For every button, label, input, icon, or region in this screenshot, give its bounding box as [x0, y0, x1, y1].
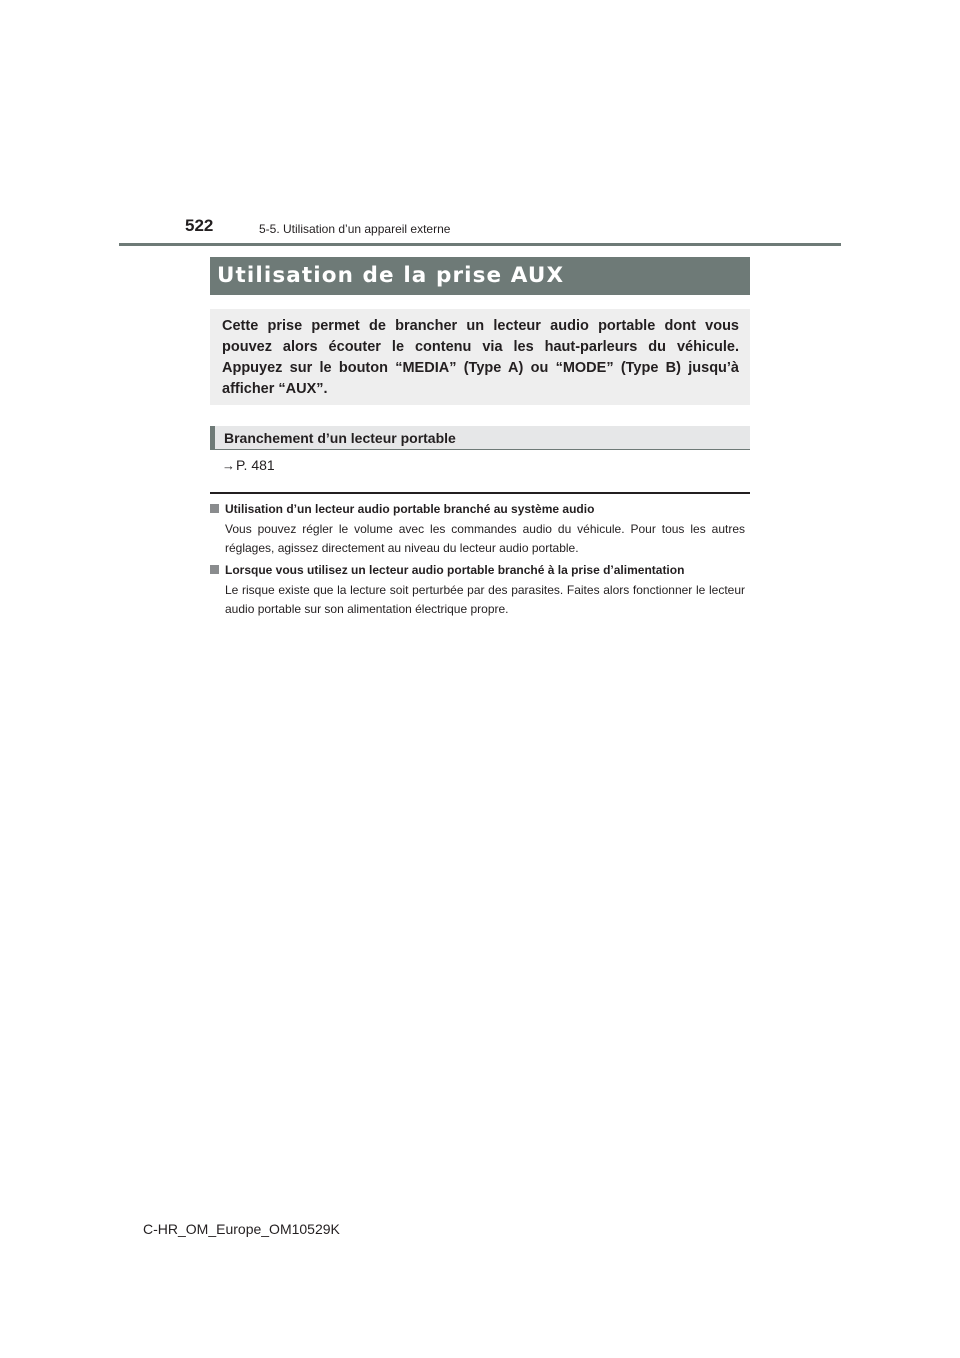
subsection-title: Branchement d’un lecteur portable: [224, 430, 456, 446]
footer-doc-code: C-HR_OM_Europe_OM10529K: [143, 1221, 340, 1237]
section-path: 5-5. Utilisation d’un appareil externe: [259, 222, 451, 236]
subsection-accent: [210, 426, 215, 449]
note-body: Le risque existe que la lecture soit perturbée par des parasites. Faites alors fonctionner le lecteur audio portable sur son alimentation électrique propre.: [225, 583, 745, 616]
note-body: Vous pouvez régler le volume avec les commandes audio du véhicule. Pour tous les autres réglages, agissez directement au niveau du lecteur audio portable.: [225, 522, 745, 555]
note-title-text: Utilisation d’un lecteur audio portable branché au système audio: [225, 502, 595, 516]
arrow-right-icon: →: [222, 458, 235, 473]
section-title: Utilisation de la prise AUX: [217, 263, 565, 288]
note-title-text: Lorsque vous utilisez un lecteur audio portable branché à la prise d’alimentation: [225, 563, 685, 577]
intro-text: Cette prise permet de brancher un lecteur audio portable dont vous pouvez alors écouter le contenu via les haut-parleurs du véhicule. Appuyez sur le bouton “MEDIA” (Type A) ou “MODE” (Type B) jusqu’à afficher “AUX”.: [222, 318, 739, 397]
page-number: 522: [185, 216, 214, 235]
square-bullet-icon: [210, 565, 219, 574]
section-title-bar: [210, 257, 750, 295]
notes-rule: [210, 492, 750, 494]
note-item: [210, 501, 750, 558]
page-reference-text: P. 481: [236, 457, 275, 473]
square-bullet-icon: [210, 504, 219, 513]
note-title: [210, 501, 750, 517]
header-rule: [119, 243, 841, 246]
note-title: [210, 562, 750, 578]
note-item: [210, 562, 750, 619]
subsection-bar: [210, 426, 750, 450]
intro-box: [210, 309, 750, 405]
page-reference[interactable]: [222, 457, 275, 473]
